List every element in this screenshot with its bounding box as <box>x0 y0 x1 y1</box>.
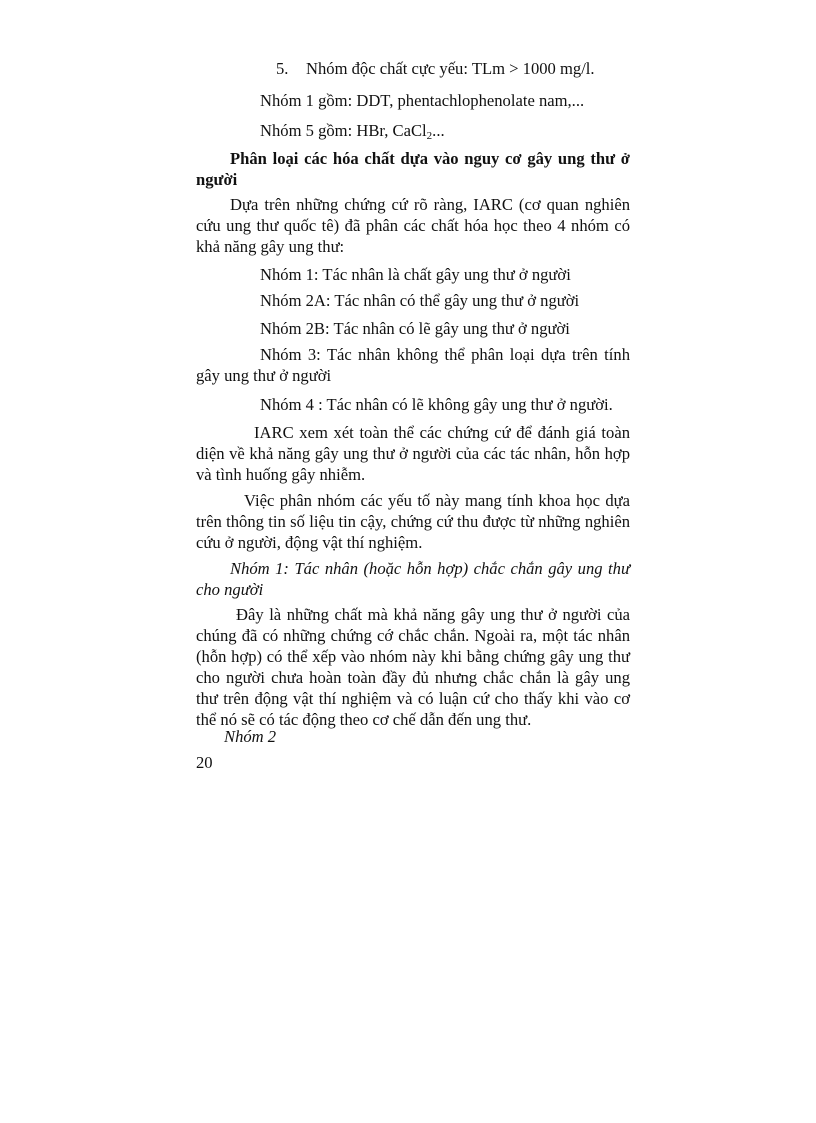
list-number: 5. <box>276 59 289 78</box>
group2-subheading: Nhóm 2 <box>224 727 277 746</box>
group5-members-suffix: ... <box>432 121 445 140</box>
group-4-item: Nhóm 4 : Tác nhân có lẽ không gây ung thư ở người. <box>260 395 613 414</box>
group-3-item: Nhóm 3: Tác nhân không thể phân loại dựa trên tính gây ung thư ở người <box>196 345 630 385</box>
group5-members-prefix: Nhóm 5 gồm: HBr, CaCl <box>260 121 427 140</box>
group-2a-item: Nhóm 2A: Tác nhân có thể gây ung thư ở người <box>260 291 580 310</box>
group5-members <box>196 120 630 141</box>
section-heading: Phân loại các hóa chất dựa vào nguy cơ gây ung thư ở người <box>196 149 630 189</box>
list-item-5 <box>276 58 595 79</box>
iarc-review-paragraph: IARC xem xét toàn thể các chứng cứ để đánh giá toàn diện về khả năng gây ung thư ở người của các tác nhân, hỗn hợp và tình huống gây nhiễm. <box>196 423 630 484</box>
group1-description-paragraph: Đây là những chất mà khả năng gây ung thư ở người của chúng đã có những chứng cớ chắc chắn. Ngoài ra, một tác nhân (hỗn hợp) có thể xếp vào nhóm này khi bằng chứng gây ung thư cho người chưa hoàn toàn đầy đủ nhưng chắc chắn là gây ung thư trên động vật thí nghiệm và có luận cứ cho thấy khi vào cơ thể nó sẽ có tác động theo cơ chế dẫn đến ung thư. <box>196 605 630 729</box>
group-2b-item: Nhóm 2B: Tác nhân có lẽ gây ung thư ở người <box>260 319 570 338</box>
classification-basis-paragraph: Việc phân nhóm các yếu tố này mang tính khoa học dựa trên thông tin số liệu tin cậy, chứng cứ thu được từ những nghiên cứu ở người, động vật thí nghiệm. <box>196 491 630 552</box>
iarc-intro-paragraph: Dựa trên những chứng cứ rõ ràng, IARC (cơ quan nghiên cứu ung thư quốc tê) đã phân các chất hóa học theo 4 nhóm có khả năng gây ung thư: <box>196 195 630 256</box>
group1-members: Nhóm 1 gồm: DDT, phentachlophenolate nam,... <box>260 91 585 110</box>
list-text: Nhóm độc chất cực yếu: TLm > 1000 mg/l. <box>306 59 595 78</box>
group-1-item: Nhóm 1: Tác nhân là chất gây ung thư ở người <box>260 265 571 284</box>
group1-subheading: Nhóm 1: Tác nhân (hoặc hỗn hợp) chắc chắn gây ung thư cho người <box>196 559 630 599</box>
group5-members-subscript: 2 <box>426 130 433 142</box>
page-number: 20 <box>196 753 213 772</box>
